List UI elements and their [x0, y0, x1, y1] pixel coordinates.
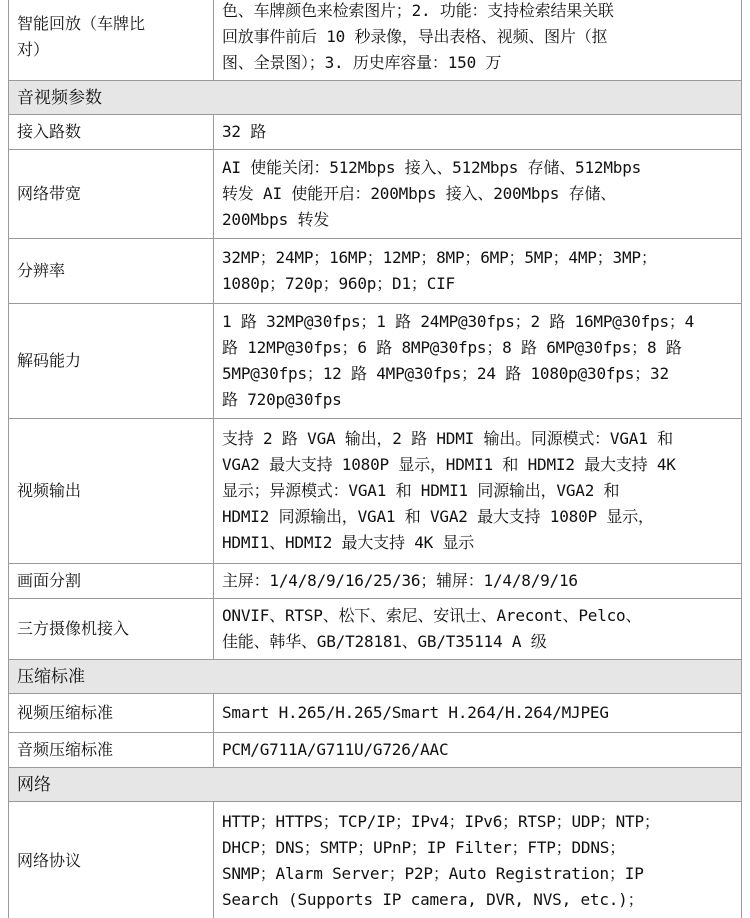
spec-row [9, 733, 742, 768]
spec-table [8, 0, 742, 918]
spec-label: 音频压缩标准 [9, 733, 214, 768]
spec-label: 智能回放（车牌比 对） [9, 0, 214, 81]
section-title: 网络 [9, 768, 742, 802]
spec-row [9, 419, 742, 564]
spec-sheet [8, 0, 746, 918]
section-header [9, 660, 742, 694]
spec-value: PCM/G711A/G711U/G726/AAC [214, 733, 742, 768]
spec-label: 三方摄像机接入 [9, 599, 214, 660]
spec-row [9, 304, 742, 419]
spec-value: 支持 2 路 VGA 输出，2 路 HDMI 输出。同源模式：VGA1 和 VGA2 最大支持 1080P 显示，HDMI1 和 HDMI2 最大支持 4K 显示；异源模式：VGA1 和 HDMI1 同源输出，VGA2 和 HDMI2 同源输出，VGA1 和 VGA2 最大支持 1080P 显示， HDMI1、HDMI2 最大支持 4K 显示 [214, 419, 742, 564]
spec-value: Smart H.265/H.265/Smart H.264/H.264/MJPEG [214, 694, 742, 733]
spec-value: ONVIF、RTSP、松下、索尼、安讯士、Arecont、Pelco、 佳能、韩华、GB/T28181、GB/T35114 A 级 [214, 599, 742, 660]
spec-label: 接入路数 [9, 115, 214, 150]
spec-row [9, 802, 742, 918]
spec-row [9, 0, 742, 81]
spec-value: HTTP；HTTPS；TCP/IP；IPv4；IPv6；RTSP；UDP；NTP； DHCP；DNS；SMTP；UPnP；IP Filter；FTP；DDNS； SNMP；Alarm Server；P2P；Auto Registration；IP Search (Supports IP camera, DVR, NVS, etc.)； [214, 802, 742, 918]
spec-label: 网络协议 [9, 802, 214, 918]
spec-label: 分辨率 [9, 239, 214, 304]
spec-value: 32 路 [214, 115, 742, 150]
spec-row [9, 694, 742, 733]
spec-label: 画面分割 [9, 564, 214, 599]
spec-value: 主屏：1/4/8/9/16/25/36；辅屏：1/4/8/9/16 [214, 564, 742, 599]
spec-value: 色、车牌颜色来检索图片；2. 功能：支持检索结果关联 回放事件前后 10 秒录像，导出表格、视频、图片（抠 图、全景图）；3. 历史库容量：150 万 [214, 0, 742, 81]
spec-row [9, 115, 742, 150]
spec-row [9, 239, 742, 304]
spec-value: 32MP；24MP；16MP；12MP；8MP；6MP；5MP；4MP；3MP； 1080p；720p；960p；D1；CIF [214, 239, 742, 304]
spec-value: AI 使能关闭：512Mbps 接入、512Mbps 存储、512Mbps 转发 AI 使能开启：200Mbps 接入、200Mbps 存储、 200Mbps 转发 [214, 150, 742, 239]
section-header [9, 81, 742, 115]
spec-label: 网络带宽 [9, 150, 214, 239]
section-title: 压缩标准 [9, 660, 742, 694]
spec-row [9, 564, 742, 599]
spec-label: 视频压缩标准 [9, 694, 214, 733]
spec-row [9, 150, 742, 239]
spec-row [9, 599, 742, 660]
section-title: 音视频参数 [9, 81, 742, 115]
spec-label: 解码能力 [9, 304, 214, 419]
spec-value: 1 路 32MP@30fps；1 路 24MP@30fps；2 路 16MP@30fps；4 路 12MP@30fps；6 路 8MP@30fps；8 路 6MP@30fps；8 路 5MP@30fps；12 路 4MP@30fps；24 路 1080p@30fps；32 路 720p@30fps [214, 304, 742, 419]
spec-label: 视频输出 [9, 419, 214, 564]
section-header [9, 768, 742, 802]
